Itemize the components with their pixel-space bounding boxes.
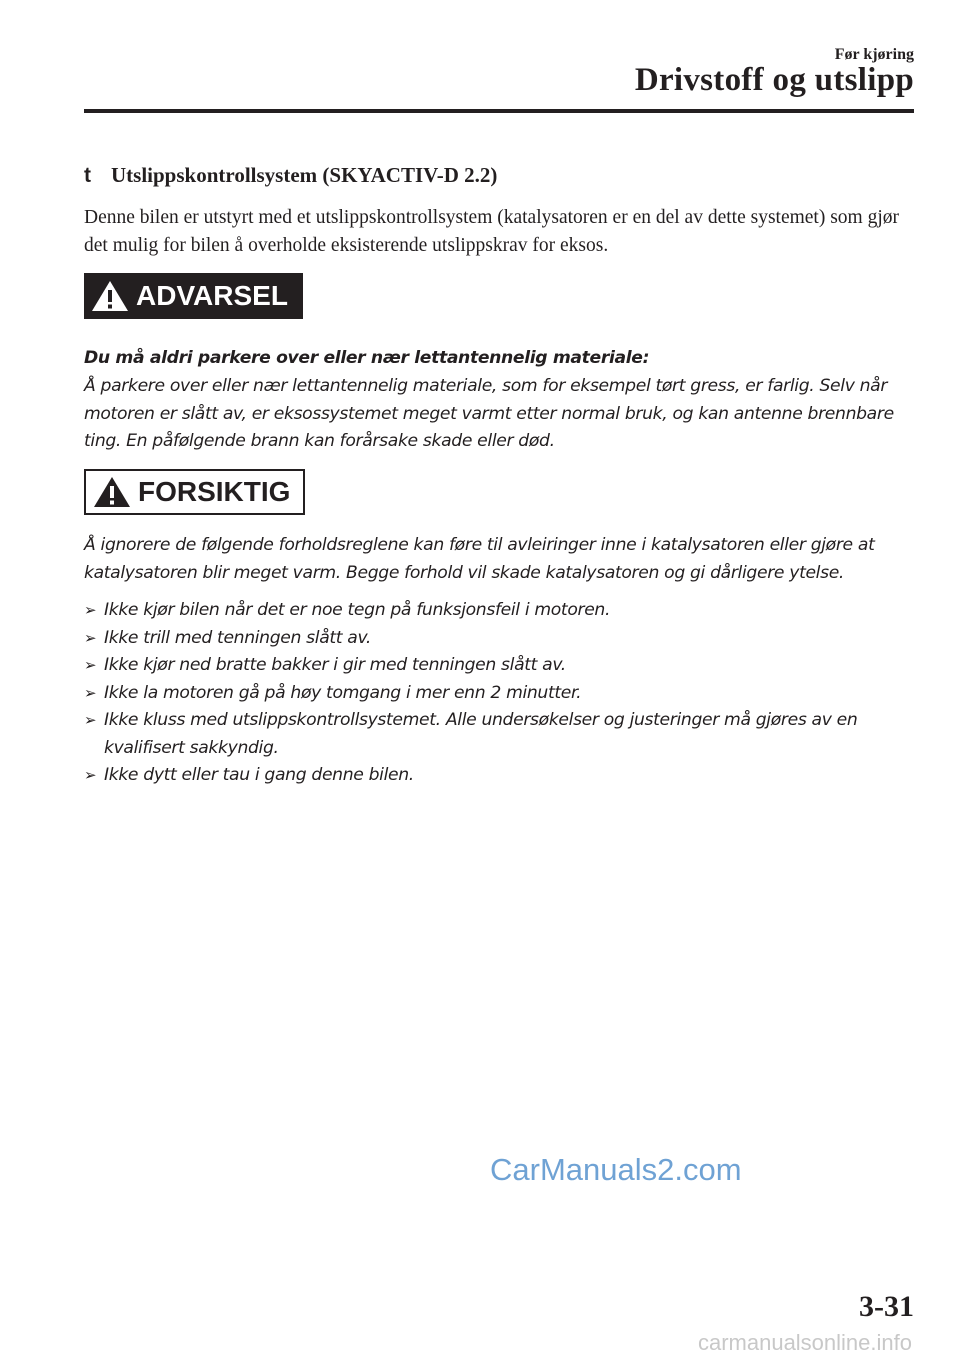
- page-title: Drivstoff og utslipp: [634, 62, 914, 98]
- section-heading: [84, 163, 914, 188]
- list-item: ➢ Ikke trill med tenningen slått av.: [84, 625, 914, 653]
- caution-badge: [84, 469, 305, 515]
- caution-label: FORSIKTIG: [138, 476, 291, 507]
- footer-watermark: carmanualsonline.info: [697, 1330, 912, 1355]
- arrow-bullet-icon: ➢: [84, 601, 97, 619]
- intro-paragraph: Denne bilen er utstyrt med et utslippskontrollsystem (katalysatoren er en del av dette systemet) som gjør det mulig for bilen å overholde eksisterende utslippskrav for eksos.: [84, 207, 900, 256]
- warning-triangle-icon: [90, 279, 130, 313]
- list-item: ➢ Ikke kjør ned bratte bakker i gir med tenningen slått av.: [84, 652, 914, 680]
- caution-text: Å ignorere de følgende forholdsreglene kan føre til avleiringer inne i katalysatoren eller gjøre at katalysatoren blir meget varm. Begge forhold vil skade katalysatoren og gi dårligere ytelse.: [84, 535, 875, 583]
- page-header: [84, 42, 914, 112]
- arrow-bullet-icon: ➢: [84, 683, 97, 702]
- header-rule: [84, 109, 914, 113]
- arrow-bullet-icon: ➢: [84, 656, 97, 674]
- arrow-bullet-icon: ➢: [84, 711, 97, 729]
- warning-badge: [84, 273, 303, 319]
- warning-text: Å parkere over eller nær lettantennelig materiale, som for eksempel tørt gress, er farlig. Selv når motoren er slått av, er eksossystemet meget varmt etter normal bruk, og kan antenne brennbare ting. En påfølgende brann kan forårsake skade eller død.: [84, 376, 894, 451]
- watermark: CarManuals2.com: [490, 1152, 742, 1187]
- arrow-bullet-icon: ➢: [84, 628, 97, 647]
- caution-list: [84, 597, 914, 790]
- list-item: ➢ Ikke kluss med utslippskontrollsystemet. Alle undersøkelser og justeringer må gjøres av en kvalifisert sakkyndig.: [84, 707, 914, 762]
- section-heading-text: Utslippskontrollsystem (SKYACTIV-D 2.2): [111, 163, 498, 187]
- list-item: ➢ Ikke la motoren gå på høy tomgang i mer enn 2 minutter.: [84, 680, 914, 708]
- chapter-label: Før kjøring: [834, 46, 914, 63]
- arrow-bullet-icon: ➢: [84, 766, 97, 784]
- page-number: 3-31: [859, 1290, 914, 1323]
- section-bullet: t: [84, 164, 91, 187]
- list-item: ➢ Ikke kjør bilen når det er noe tegn på funksjonsfeil i motoren.: [84, 597, 914, 625]
- warning-title: Du må aldri parkere over eller nær lettantennelig materiale:: [84, 348, 650, 368]
- caution-triangle-icon: [92, 475, 132, 509]
- list-item: ➢ Ikke dytt eller tau i gang denne bilen.: [84, 762, 914, 790]
- warning-label: ADVARSEL: [136, 280, 288, 311]
